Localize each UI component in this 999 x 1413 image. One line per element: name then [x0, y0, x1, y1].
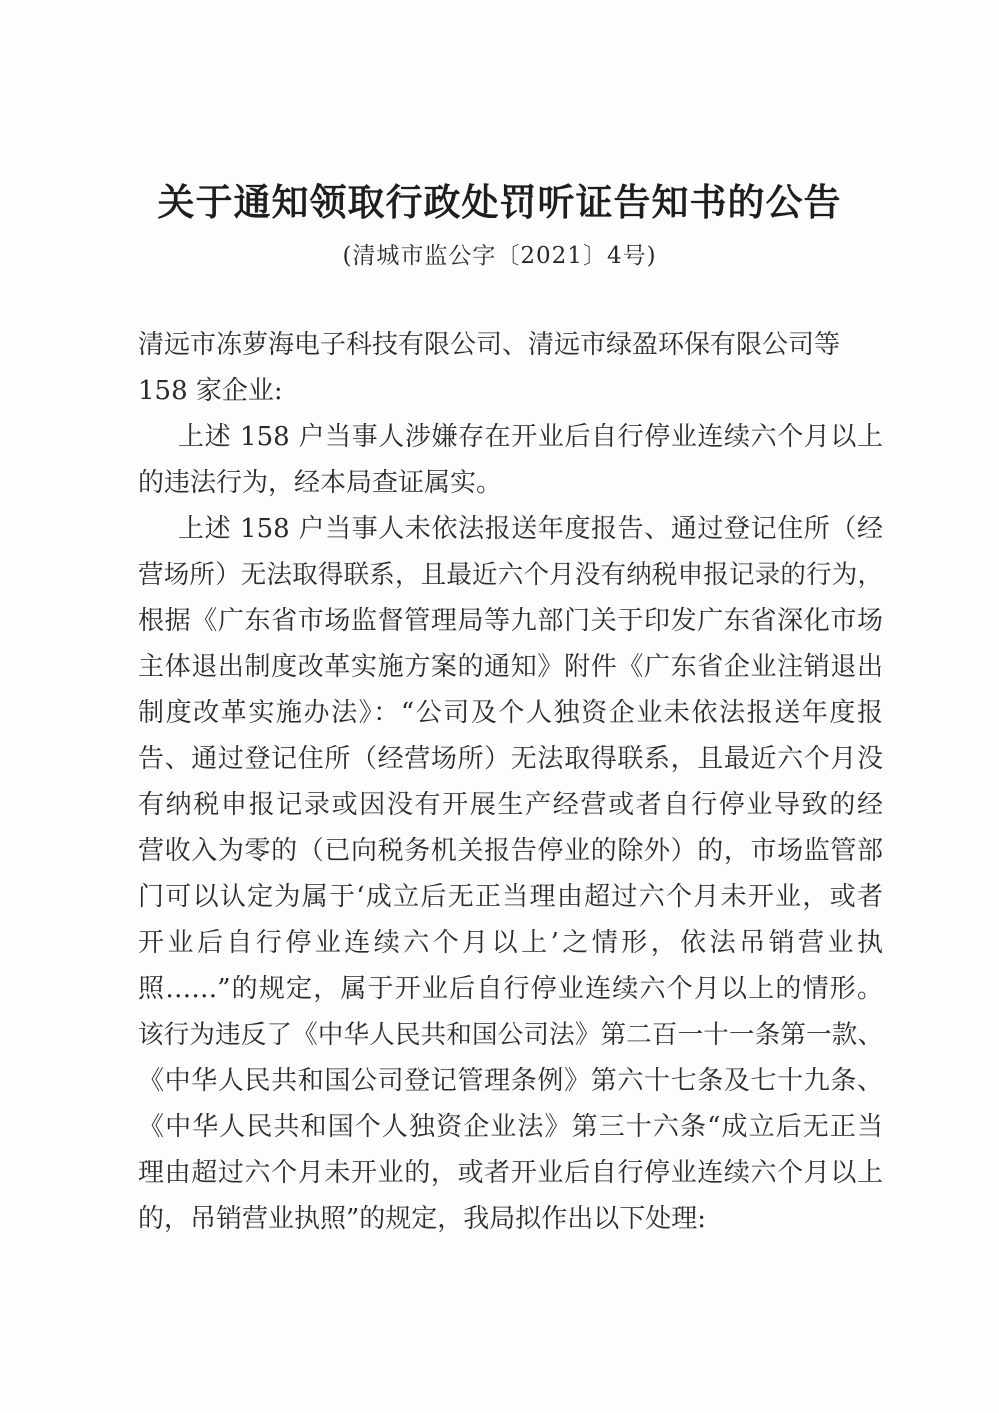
paragraph-line: 门可以认定为属于‘成立后无正当理由超过六个月未开业，或者	[138, 882, 883, 912]
paragraph-line: 开业后自行停业连续六个月以上’之情形，依法吊销营业执	[138, 928, 883, 958]
recipient-line-2: 158 家企业:	[138, 376, 283, 406]
document-body	[138, 322, 883, 1242]
paragraph-line: 根据《广东省市场监督管理局等九部门关于印发广东省深化市场	[138, 606, 883, 636]
paragraph-line: 告、通过登记住所（经营场所）无法取得联系，且最近六个月没	[138, 744, 883, 774]
paragraph-line: 的违法行为，经本局查证属实。	[138, 468, 503, 498]
paragraph-line: 《中华人民共和国个人独资企业法》第三十六条“成立后无正当	[138, 1112, 883, 1142]
document-number: (清城市监公字〔2021〕4号)	[342, 243, 657, 269]
paragraph-line: 有纳税申报记录或因没有开展生产经营或者自行停业导致的经	[138, 790, 883, 820]
paragraph-line: 照……”的规定，属于开业后自行停业连续六个月以上的情形。	[138, 974, 883, 1004]
paragraph-line: 上述 158 户当事人未依法报送年度报告、通过登记住所（经	[178, 514, 883, 544]
paragraph-line: 营场所）无法取得联系，且最近六个月没有纳税申报记录的行为，	[138, 560, 883, 590]
paragraph-line: 的，吊销营业执照”的规定，我局拟作出以下处理:	[138, 1204, 707, 1234]
document-title: 关于通知领取行政处罚听证告知书的公告	[157, 181, 842, 224]
paragraph-line: 上述 158 户当事人涉嫌存在开业后自行停业连续六个月以上	[178, 422, 883, 452]
paragraph-line: 制度改革实施办法》：“公司及个人独资企业未依法报送年度报	[138, 698, 883, 728]
paragraph-line: 《中华人民共和国公司登记管理条例》第六十七条及七十九条、	[138, 1066, 883, 1096]
paragraph-line: 该行为违反了《中华人民共和国公司法》第二百一十一条第一款、	[138, 1020, 883, 1050]
paragraph-line: 营收入为零的（已向税务机关报告停业的除外）的，市场监管部	[138, 836, 883, 866]
recipient-line-1: 清远市冻萝海电子科技有限公司、清远市绿盈环保有限公司等	[138, 330, 841, 360]
paragraph-line: 主体退出制度改革实施方案的通知》附件《广东省企业注销退出	[138, 652, 883, 682]
paragraph-line: 理由超过六个月未开业的，或者开业后自行停业连续六个月以上	[138, 1158, 883, 1188]
